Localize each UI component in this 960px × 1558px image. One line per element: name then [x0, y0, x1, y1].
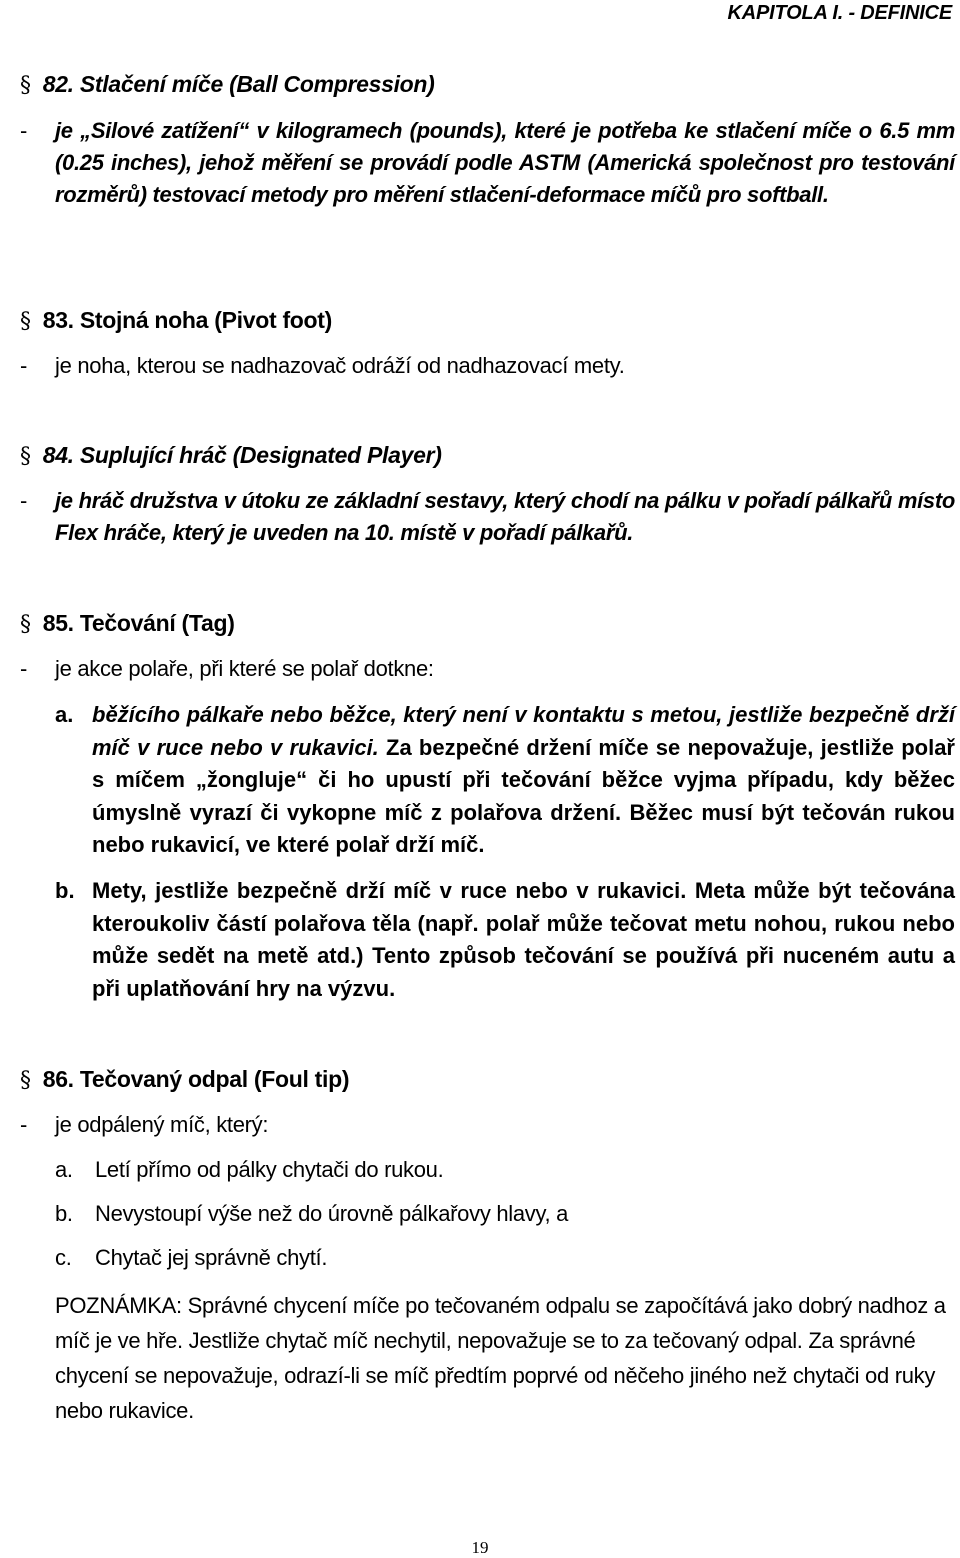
- list-item-text: Chytač jej správně chytí.: [95, 1245, 328, 1270]
- list-item: [55, 1148, 568, 1192]
- item-b-text: Mety, jestliže bezpečně drží míč v ruce nebo v rukavici. Meta může být tečována kteroukoliv částí polařova těla (např. polař může tečovat metu nohou, rukou nebo může sedět na metě atd.) Tento způsob tečování se používá při nuceném autu a při uplatňování hry na výzvu.: [92, 878, 955, 1001]
- chapter-header: KAPITOLA I. - DEFINICE: [727, 2, 952, 24]
- section-84-title: 84. Suplující hráč (Designated Player): [42, 442, 442, 468]
- section-symbol: §: [20, 444, 31, 469]
- section-82-dash: -: [20, 118, 28, 143]
- section-84-heading: [20, 442, 442, 469]
- section-symbol: §: [20, 1068, 31, 1093]
- item-a-text: [92, 699, 955, 862]
- item-a-label: a.: [55, 702, 74, 727]
- list-item-text: Letí přímo od pálky chytači do rukou.: [95, 1157, 444, 1182]
- list-item: [55, 1192, 568, 1236]
- section-85-item-a: [55, 699, 955, 869]
- section-86-list: [55, 1148, 568, 1280]
- section-83-text: je noha, kterou se nadhazovač odráží od nadhazovací mety.: [55, 353, 625, 378]
- section-82-heading: [20, 71, 435, 98]
- section-82-text: je „Silové zatížení“ v kilogramech (pounds), které je potřeba ke stlačení míče o 6.5 mm (0.25 inches), jehož měření se provádí podle ASTM (Americká společnost pro testování rozměrů) testovací metody pro měření stlačení-deformace míčů pro softball.: [55, 118, 955, 207]
- section-83-heading: [20, 307, 332, 334]
- section-84-text: je hráč družstva v útoku ze základní sestavy, který chodí na pálku v pořadí pálkařů místo Flex hráče, který je uveden na 10. místě v pořadí pálkařů.: [55, 488, 955, 545]
- section-85-heading: [20, 610, 235, 637]
- item-a-text-italic: běžícího pálkaře nebo běžce, který není v kontaktu s metou, jestliže bezpečně drží míč v ruce nebo v rukavici.: [92, 702, 955, 760]
- list-item-label: a.: [55, 1157, 73, 1182]
- section-86-note: POZNÁMKA: Správné chycení míče po tečovaném odpalu se započítává jako dobrý nadhoz a míč je ve hře. Jestliže chytač míč nechytil, nepovažuje se to za tečovaný odpal. Za správné chycení se nepovažuje, odrazí-li se míč předtím poprvé od něčeho jiného než chytači od ruky nebo rukavice.: [55, 1293, 946, 1423]
- section-86-heading: [20, 1066, 349, 1093]
- list-item-label: c.: [55, 1245, 72, 1270]
- section-83-title: 83. Stojná noha (Pivot foot): [42, 307, 333, 333]
- section-86-dash: -: [20, 1112, 28, 1137]
- section-85-text: je akce polaře, při které se polař dotkne:: [55, 656, 434, 681]
- section-83-dash: -: [20, 353, 28, 378]
- section-86-text: je odpálený míč, který:: [55, 1112, 269, 1137]
- page-number: 19: [471, 1538, 489, 1557]
- section-85-item-b: [55, 875, 955, 1010]
- section-symbol: §: [20, 612, 31, 637]
- list-item: [55, 1236, 568, 1280]
- section-86-title: 86. Tečovaný odpal (Foul tip): [42, 1066, 350, 1092]
- list-item-text: Nevystoupí výše než do úrovně pálkařovy hlavy, a: [95, 1201, 569, 1226]
- section-82-title: 82. Stlačení míče (Ball Compression): [42, 71, 435, 97]
- section-85-title: 85. Tečování (Tag): [42, 610, 235, 636]
- item-a-text-bold: Za bezpečné držení míče se nepovažuje, jestliže polař s míčem „žongluje“ či ho upustí při tečování běžce vyjma případu, kdy běžec úmyslně vyrazí či vykopne míč z polařova držení. Běžec musí být tečován rukou nebo rukavicí, ve které polař drží míč.: [92, 734, 955, 857]
- section-84-dash: -: [20, 488, 28, 513]
- list-item-label: b.: [55, 1201, 73, 1226]
- item-b-label: b.: [55, 878, 75, 903]
- section-85-dash: -: [20, 656, 28, 681]
- section-symbol: §: [20, 73, 31, 98]
- section-symbol: §: [20, 309, 31, 334]
